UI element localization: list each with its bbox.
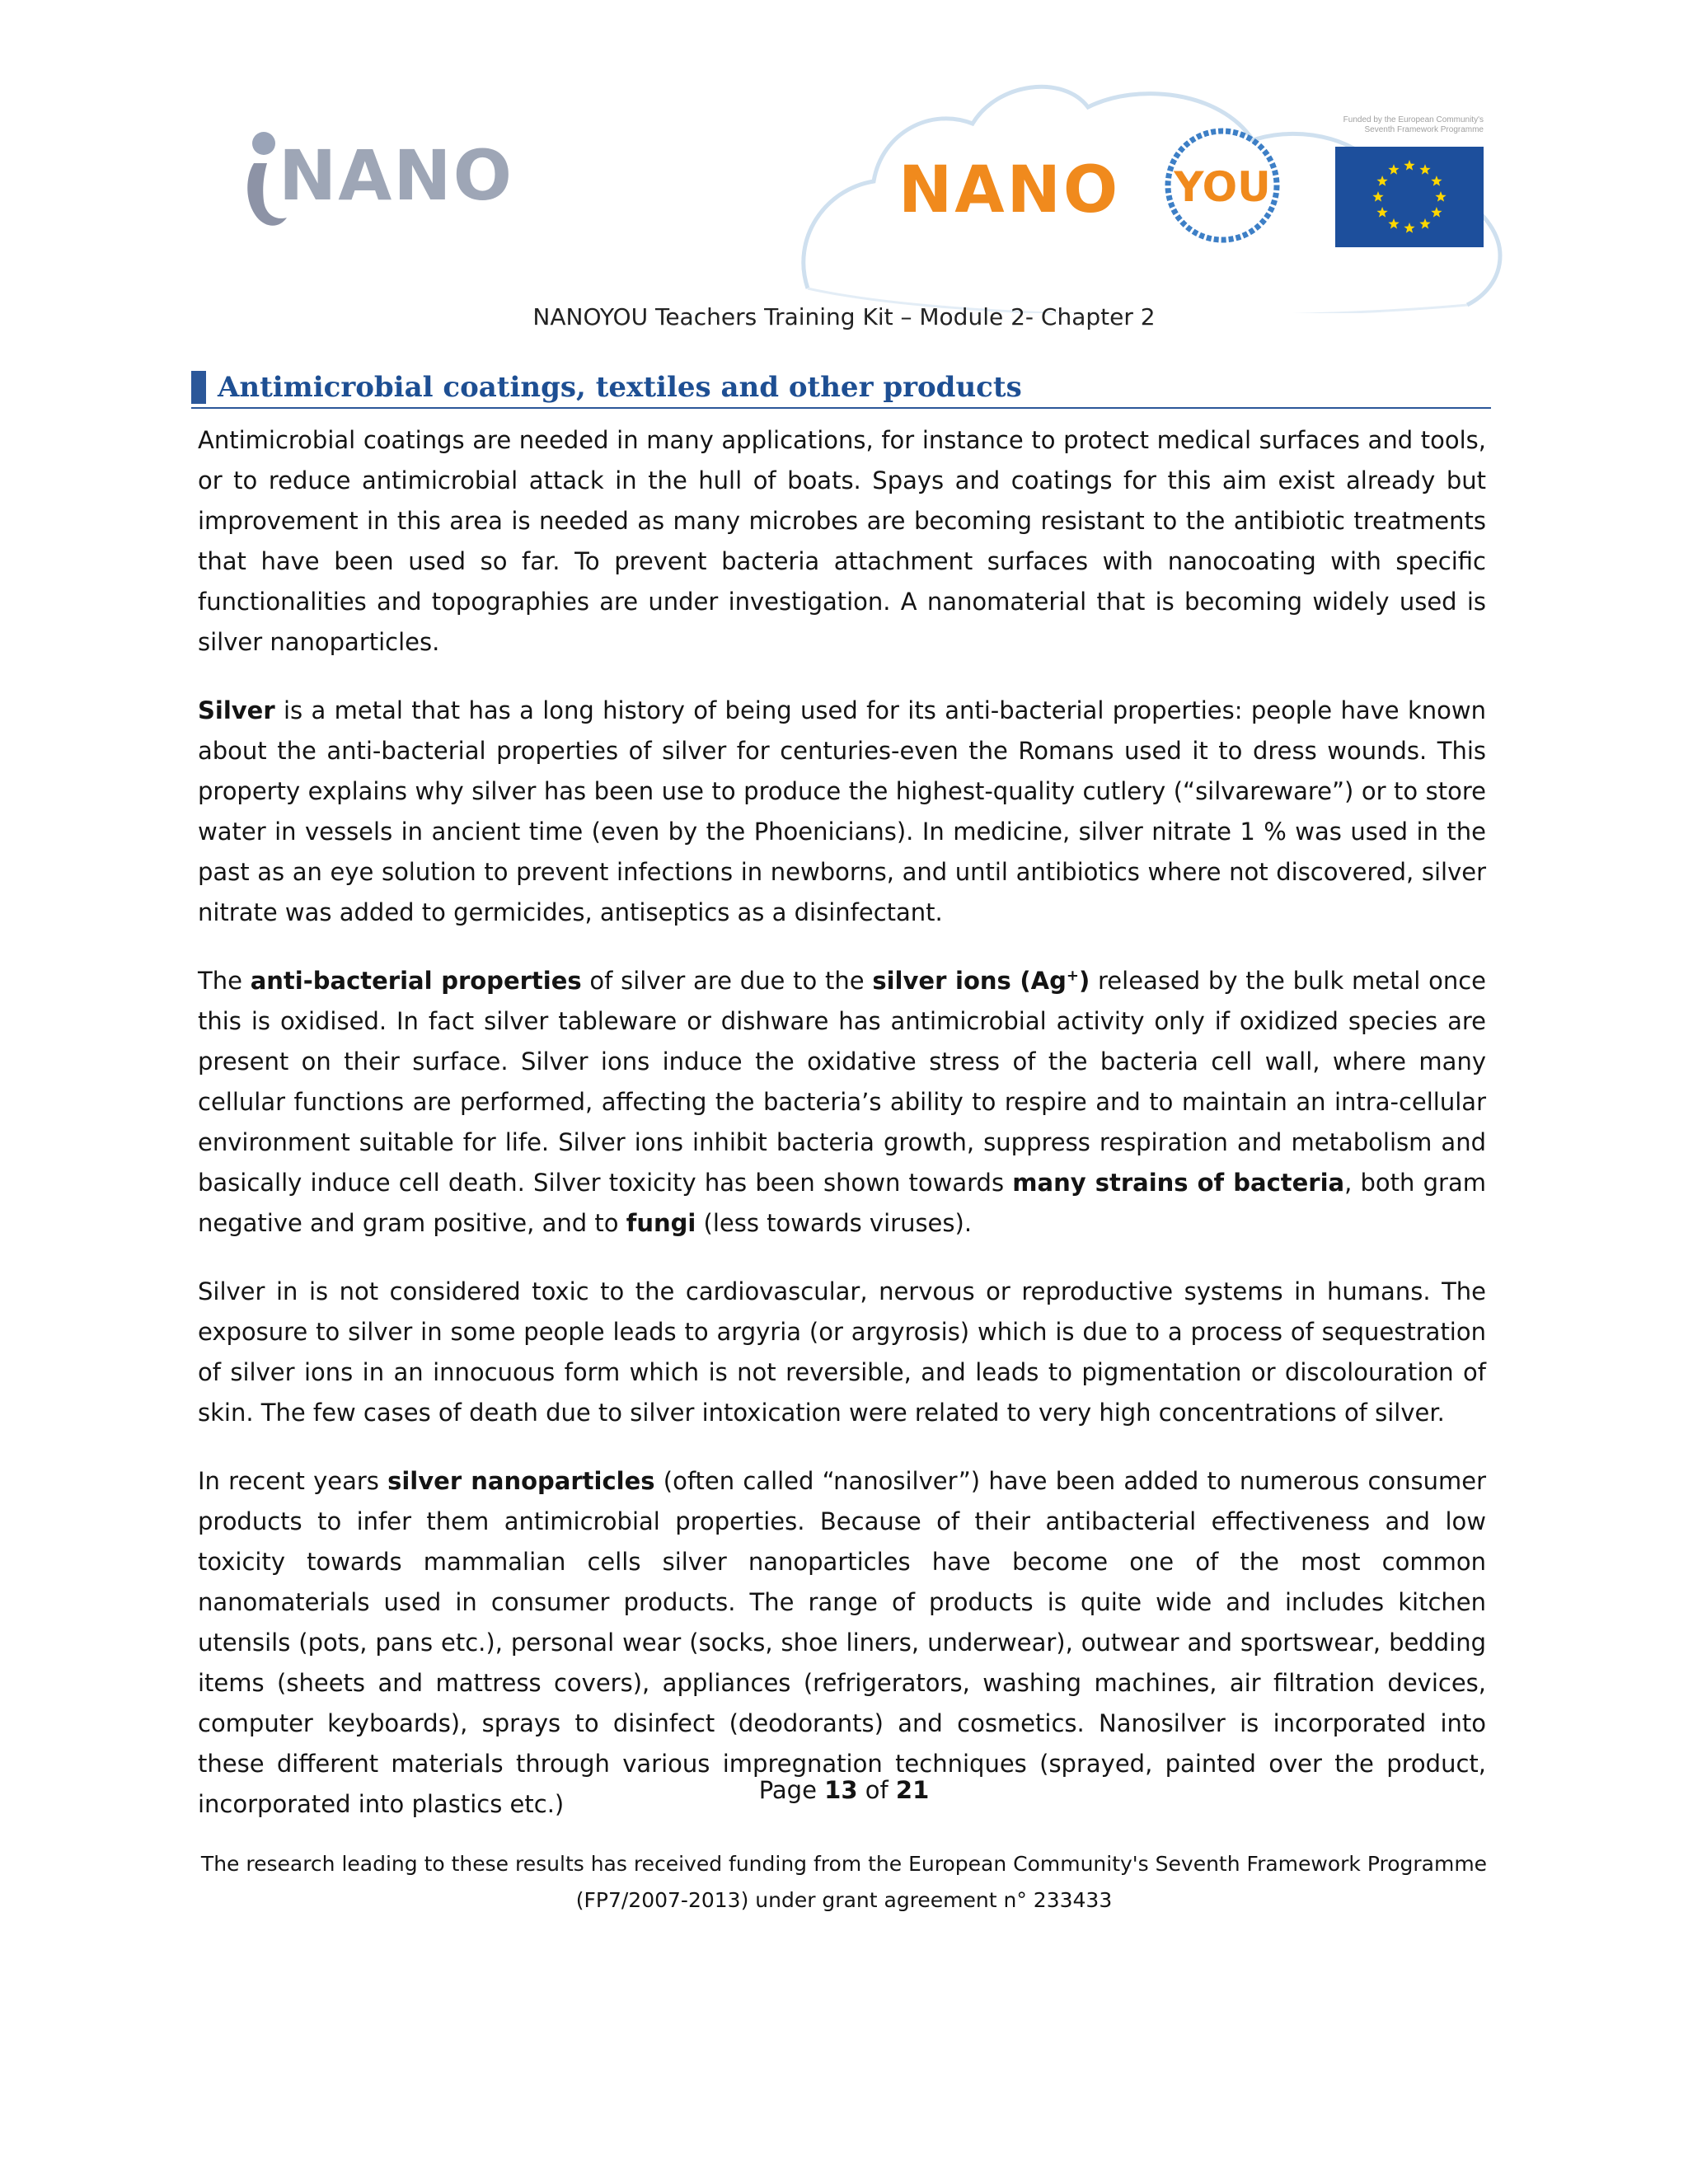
page-prefix: Page <box>758 1776 825 1804</box>
paragraph-2-text: is a metal that has a long history of being used for its anti-bacterial properties: people have known about the anti-bacterial properties of silver for centuries-even the Romans used it to dress wounds. This property explains why silver has been use to produce the highest-quality cutlery (“silvareware”) or to store water in vessels in ancient time (even by the Phoenicians). In medicine, silver nitrate 1 % was used in the past as an eye solution to prevent infections in newborns, and until antibiotics where not discovered, silver nitrate was added to germicides, antiseptics as a disinfectant. <box>198 696 1486 926</box>
inano-logo-dot <box>252 132 275 155</box>
nanoyou-logo-you-text: YOU <box>1174 163 1271 211</box>
paragraph-3-text-a: The <box>198 967 251 995</box>
page-number <box>0 1776 1688 1804</box>
eu-caption-line-1: Funded by the European Community's <box>1343 115 1484 124</box>
silver-ions-close: ) <box>1078 967 1090 995</box>
paragraph-5-text-c: (often called “nanosilver”) have been added to numerous consumer products to infer them antimicrobial properties. Because of their antibacterial effectiveness and low toxicity towards mammalian cells silver nanoparticles have become one of the most common nanomaterials used in consumer products. The range of products is quite wide and includes kitchen utensils (pots, pans etc.), personal wear (socks, shoe liners, underwear), outwear and sportswear, bedding items (sheets and mattress covers), appliances (refrigerators, washing machines, air filtration devices, computer keyboards), sprays to disinfect (deodorants) and cosmetics. Nanosilver is incorporated into these different materials through various impregnation techniques (sprayed, painted over the product, incorporated into plastics etc.) <box>198 1467 1487 1818</box>
nanoyou-logo-nano-text: NANO <box>898 153 1121 227</box>
silver-ion-charge: + <box>1066 967 1079 985</box>
funding-line-1: The research leading to these results has received funding from the European Community's Seventh Framework Programme <box>200 1852 1488 1876</box>
paragraph-5 <box>198 1461 1486 1825</box>
nanoyou-logo <box>898 124 1294 247</box>
eu-flag-icon <box>1335 147 1484 247</box>
funding-statement <box>165 1846 1523 1919</box>
eu-caption <box>1302 115 1484 135</box>
bold-fungi: fungi <box>626 1209 696 1237</box>
page-of: of <box>857 1776 896 1804</box>
inano-logo-text: NANO <box>279 135 514 216</box>
section-title: Antimicrobial coatings, textiles and other products <box>218 371 1022 404</box>
page-total: 21 <box>895 1776 930 1804</box>
paragraph-3-text-c: of silver are due to the <box>581 967 873 995</box>
section-heading <box>191 371 1491 409</box>
funding-line-2: (FP7/2007-2013) under grant agreement n° 233433 <box>575 1888 1113 1912</box>
paragraph-5-text-a: In recent years <box>198 1467 388 1495</box>
bold-many-strains: many strains of bacteria <box>1012 1169 1345 1197</box>
paragraph-3 <box>198 961 1486 1244</box>
body-text <box>198 420 1486 1853</box>
eu-caption-line-2: Seventh Framework Programme <box>1364 125 1484 134</box>
silver-ions-label: silver ions (Ag <box>872 967 1067 995</box>
bold-anti-bacterial-properties: anti-bacterial properties <box>250 967 582 995</box>
inano-logo <box>239 124 514 231</box>
nanoyou-logo-you-circle <box>1160 124 1284 247</box>
bold-silver-ions <box>872 967 1090 995</box>
paragraph-3-text-d: released by the bulk metal once this is oxidised. In fact silver tableware or dishware has antimicrobial activity only if oxidized species are present on their surface. Silver ions induce the oxidative stress of the bacteria cell wall, where many cellular functions are performed, affecting the bacteria’s ability to respire and to maintain an intra-cellular environment suitable for life. Silver ions inhibit bacteria growth, suppress respiration and metabolism and basically induce cell death. Silver toxicity has been shown towards <box>198 967 1486 1197</box>
paragraph-1: Antimicrobial coatings are needed in many applications, for instance to protect medical surfaces and tools, or to reduce antimicrobial attack in the hull of boats. Spays and coatings for this aim exist already but improvement in this area is needed as many microbes are becoming resistant to the antibiotic treatments that have been used so far. To prevent bacteria attachment surfaces with nanocoating with specific functionalities and topographies are under investigation. A nanomaterial that is becoming widely used is silver nanoparticles. <box>198 426 1486 656</box>
bold-silver-nanoparticles: silver nanoparticles <box>387 1467 655 1495</box>
section-heading-bar <box>191 371 206 404</box>
paragraph-2 <box>198 691 1486 933</box>
running-head: NANOYOU Teachers Training Kit – Module 2- Chapter 2 <box>532 303 1156 330</box>
eu-funding-badge <box>1302 115 1500 255</box>
bold-silver: Silver <box>198 696 275 724</box>
paragraph-3-text-e: , both gram negative and gram positive, and to <box>198 1169 1486 1237</box>
paragraph-3-text-f: (less towards viruses). <box>696 1209 973 1237</box>
page-current: 13 <box>824 1776 858 1804</box>
paragraph-4: Silver in is not considered toxic to the cardiovascular, nervous or reproductive systems in humans. The exposure to silver in some people leads to argyria (or argyrosis) which is due to a process of sequestration of silver ions in an innocuous form which is not reversible, and leads to pigmentation or discolouration of skin. The few cases of death due to silver intoxication were related to very high concentrations of silver. <box>198 1277 1486 1427</box>
